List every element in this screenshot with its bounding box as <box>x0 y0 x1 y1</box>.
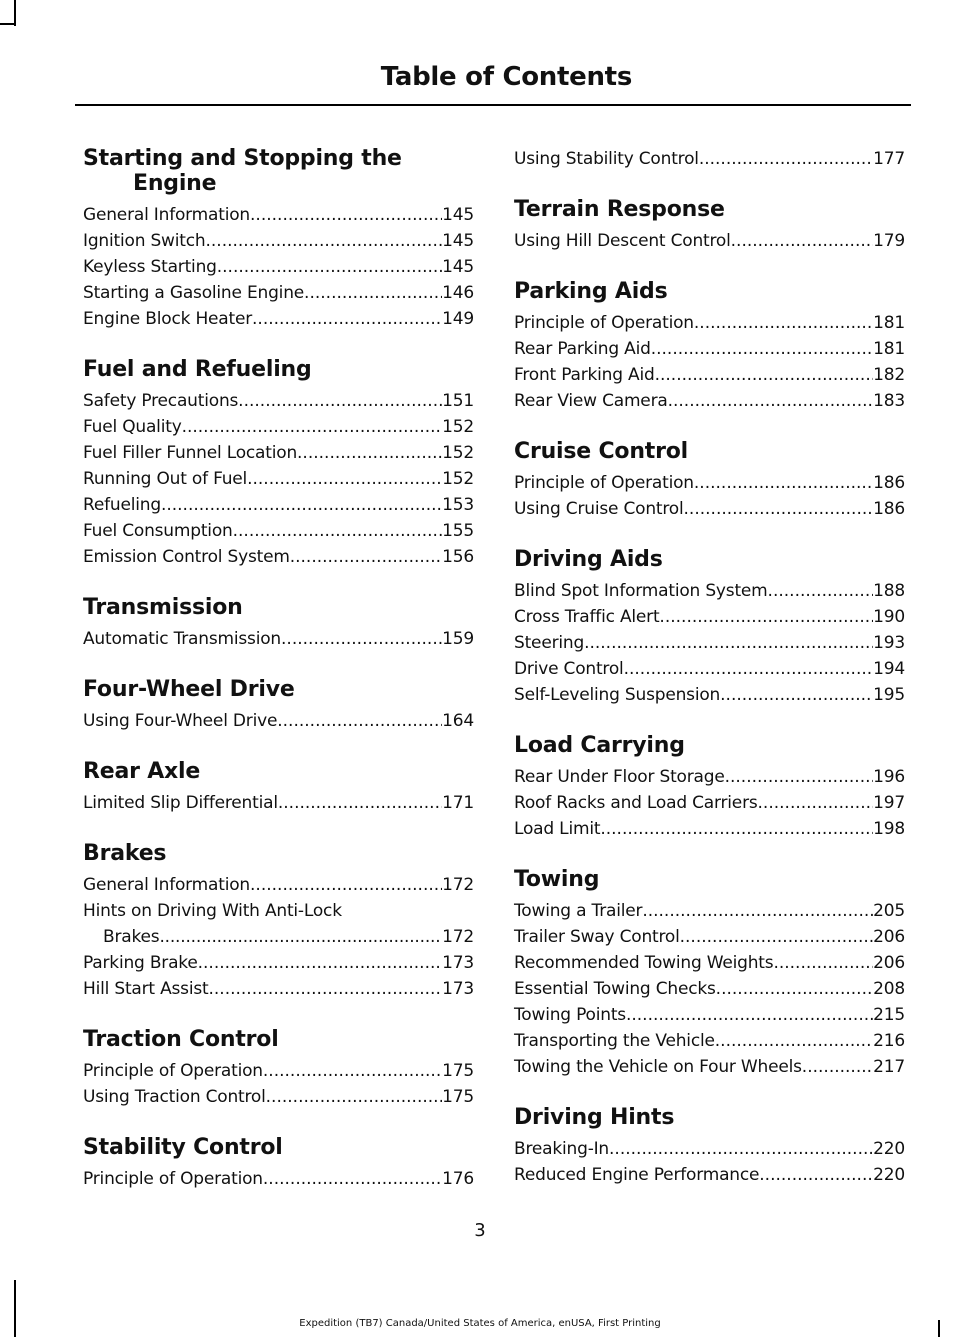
toc-section <box>83 1135 474 1192</box>
toc-entry[interactable] <box>83 492 474 518</box>
toc-entry[interactable] <box>83 280 474 306</box>
entry-title: Transporting the Vehicle <box>514 1031 715 1051</box>
toc-entry[interactable] <box>514 656 905 682</box>
dot-leader <box>247 466 442 492</box>
toc-entry[interactable] <box>514 1054 905 1080</box>
toc-entry[interactable] <box>83 440 474 466</box>
entry-page-number: 205 <box>873 901 905 921</box>
entry-page-number: 216 <box>873 1031 905 1051</box>
dot-leader <box>159 924 442 950</box>
entry-title: Rear Under Floor Storage <box>514 767 725 787</box>
dot-leader <box>694 470 873 496</box>
entry-page-number: 220 <box>873 1139 905 1159</box>
section-heading: Fuel and Refueling <box>83 357 312 382</box>
entry-page-number: 195 <box>873 685 905 705</box>
entry-page-number: 152 <box>442 469 474 489</box>
entry-title: Parking Brake <box>83 953 198 973</box>
toc-entry[interactable] <box>514 470 905 496</box>
section-heading: Brakes <box>83 841 167 866</box>
toc-entry[interactable] <box>83 1084 474 1110</box>
section-heading: Towing <box>514 867 600 892</box>
section-heading: Load Carrying <box>514 733 685 758</box>
toc-section <box>83 1027 474 1110</box>
toc-entry[interactable] <box>83 544 474 570</box>
entry-page-number: 188 <box>873 581 905 601</box>
dot-leader <box>759 1162 873 1188</box>
toc-entry[interactable] <box>514 496 905 522</box>
entry-page-number: 172 <box>442 927 474 947</box>
entry-title: Trailer Sway Control <box>514 927 680 947</box>
entry-page-number: 175 <box>442 1061 474 1081</box>
entry-title: Steering <box>514 633 585 653</box>
entry-title: Safety Precautions <box>83 391 239 411</box>
toc-entry[interactable] <box>83 708 474 734</box>
dot-leader <box>252 306 442 332</box>
dot-leader <box>725 764 874 790</box>
toc-section <box>514 547 905 708</box>
entry-title: Towing the Vehicle on Four Wheels <box>514 1057 802 1077</box>
toc-section <box>514 279 905 414</box>
entry-title: General Information <box>83 875 251 895</box>
dot-leader <box>161 492 442 518</box>
dot-leader <box>266 1084 442 1110</box>
entry-title: Ignition Switch <box>83 231 206 251</box>
entry-title: Fuel Consumption <box>83 521 233 541</box>
entry-title: Hints on Driving With Anti-Lock <box>83 901 342 921</box>
dot-leader <box>680 924 874 950</box>
entry-page-number: 164 <box>442 711 474 731</box>
section-heading: Cruise Control <box>514 439 689 464</box>
dot-leader <box>668 388 874 414</box>
entry-page-number: 198 <box>873 819 905 839</box>
dot-leader <box>699 146 873 172</box>
toc-section <box>514 439 905 522</box>
toc-section <box>83 595 474 652</box>
toc-entry[interactable] <box>83 950 474 976</box>
section-heading: Transmission <box>83 595 243 620</box>
dot-leader <box>304 280 442 306</box>
entry-page-number: 220 <box>873 1165 905 1185</box>
entry-title: Blind Spot Information System <box>514 581 768 601</box>
dot-leader <box>600 816 873 842</box>
dot-leader <box>626 1002 873 1028</box>
page-number: 3 <box>474 1220 486 1241</box>
entry-title: Using Cruise Control <box>514 499 684 519</box>
entry-title: Keyless Starting <box>83 257 217 277</box>
entry-title: Principle of Operation <box>514 313 694 333</box>
entry-title: Front Parking Aid <box>514 365 655 385</box>
dot-leader <box>731 228 873 254</box>
entry-title: Automatic Transmission <box>83 629 282 649</box>
entry-page-number: 176 <box>442 1169 474 1189</box>
dot-leader <box>290 544 442 570</box>
toc-entry[interactable] <box>83 466 474 492</box>
entry-title: Recommended Towing Weights <box>514 953 774 973</box>
entry-page-number: 182 <box>873 365 905 385</box>
toc-entry[interactable] <box>83 414 474 440</box>
dot-leader <box>715 1028 873 1054</box>
section-heading: Stability Control <box>83 1135 283 1160</box>
header-divider <box>75 104 911 106</box>
dot-leader <box>655 362 874 388</box>
entry-page-number: 215 <box>873 1005 905 1025</box>
toc-entry[interactable] <box>83 254 474 280</box>
toc-entry[interactable] <box>514 1002 905 1028</box>
toc-section <box>83 146 474 332</box>
dot-leader <box>720 682 873 708</box>
section-heading: Four-Wheel Drive <box>83 677 295 702</box>
toc-entry[interactable] <box>514 764 905 790</box>
toc-left-column <box>83 146 474 1217</box>
toc-entry[interactable] <box>83 388 474 414</box>
entry-page-number: 208 <box>873 979 905 999</box>
toc-section <box>83 677 474 734</box>
toc-section <box>83 759 474 816</box>
entry-page-number: 193 <box>873 633 905 653</box>
entry-title: Towing a Trailer <box>514 901 643 921</box>
dot-leader <box>716 976 873 1002</box>
toc-entry[interactable] <box>83 626 474 652</box>
toc-entry[interactable] <box>83 872 474 898</box>
toc-entry[interactable] <box>514 1028 905 1054</box>
entry-page-number: 181 <box>873 313 905 333</box>
section-heading: Rear Axle <box>83 759 201 784</box>
toc-entry[interactable] <box>83 976 474 1002</box>
toc-entry[interactable] <box>514 146 905 172</box>
entry-title: Refueling <box>83 495 161 515</box>
entry-page-number: 145 <box>442 205 474 225</box>
section-heading: Driving Hints <box>514 1105 675 1130</box>
toc-entry[interactable] <box>514 898 905 924</box>
entry-page-number: 156 <box>442 547 474 567</box>
dot-leader <box>773 950 873 976</box>
dot-leader <box>250 202 442 228</box>
footer-edition: Expedition (TB7) Canada/United States of America, enUSA, First Printing <box>299 1318 661 1329</box>
entry-title: Roof Racks and Load Carriers <box>514 793 758 813</box>
page-title: Table of Contents <box>380 62 632 92</box>
toc-entry[interactable] <box>514 950 905 976</box>
dot-leader <box>624 656 874 682</box>
entry-page-number: 179 <box>873 231 905 251</box>
dot-leader <box>694 310 873 336</box>
entry-page-number: 217 <box>873 1057 905 1077</box>
dot-leader <box>802 1054 873 1080</box>
dot-leader <box>659 604 873 630</box>
entry-page-number: 153 <box>442 495 474 515</box>
entry-title: Principle of Operation <box>514 473 694 493</box>
entry-title: Towing Points <box>514 1005 626 1025</box>
toc-entry[interactable] <box>83 306 474 332</box>
entry-page-number: 190 <box>873 607 905 627</box>
toc-section <box>83 841 474 1002</box>
dot-leader <box>584 630 873 656</box>
entry-title: Self-Leveling Suspension <box>514 685 721 705</box>
entry-title: Cross Traffic Alert <box>514 607 660 627</box>
entry-title: Rear Parking Aid <box>514 339 651 359</box>
entry-page-number: 186 <box>873 473 905 493</box>
entry-page-number: 186 <box>873 499 905 519</box>
entry-page-number: 173 <box>442 953 474 973</box>
toc-section <box>514 1105 905 1188</box>
toc-entry[interactable] <box>514 310 905 336</box>
entry-title: Running Out of Fuel <box>83 469 248 489</box>
dot-leader <box>198 950 443 976</box>
dot-leader <box>281 626 442 652</box>
toc-entry[interactable] <box>514 336 905 362</box>
dot-leader <box>768 578 874 604</box>
dot-leader <box>205 228 442 254</box>
entry-page-number: 172 <box>442 875 474 895</box>
entry-page-number: 194 <box>873 659 905 679</box>
crop-mark <box>0 23 16 25</box>
toc-entry[interactable] <box>514 682 905 708</box>
toc-entry[interactable] <box>514 388 905 414</box>
entry-page-number: 146 <box>442 283 474 303</box>
dot-leader <box>208 976 442 1002</box>
toc-entry[interactable] <box>514 976 905 1002</box>
entry-title: Essential Towing Checks <box>514 979 716 999</box>
dot-leader <box>297 440 442 466</box>
entry-title: Using Four-Wheel Drive <box>83 711 278 731</box>
entry-title: Using Traction Control <box>83 1087 266 1107</box>
entry-page-number: 145 <box>442 257 474 277</box>
toc-section <box>514 146 905 172</box>
entry-page-number: 206 <box>873 927 905 947</box>
toc-entry[interactable] <box>514 816 905 842</box>
dot-leader <box>684 496 874 522</box>
toc-entry[interactable] <box>83 228 474 254</box>
entry-page-number: 206 <box>873 953 905 973</box>
entry-title: Emission Control System <box>83 547 290 567</box>
toc-entry[interactable] <box>83 202 474 228</box>
toc-entry[interactable] <box>83 898 474 950</box>
entry-page-number: 175 <box>442 1087 474 1107</box>
section-heading: Parking Aids <box>514 279 668 304</box>
entry-page-number: 159 <box>442 629 474 649</box>
section-heading: Starting and Stopping the Engine <box>83 146 402 196</box>
toc-entry[interactable] <box>83 790 474 816</box>
dot-leader <box>651 336 873 362</box>
entry-page-number: 197 <box>873 793 905 813</box>
entry-title-continued: Brakes <box>103 927 160 947</box>
entry-title: Starting a Gasoline Engine <box>83 283 305 303</box>
entry-title: Fuel Quality <box>83 417 182 437</box>
entry-page-number: 152 <box>442 417 474 437</box>
toc-entry[interactable] <box>514 228 905 254</box>
entry-page-number: 152 <box>442 443 474 463</box>
dot-leader <box>250 872 442 898</box>
entry-title: Reduced Engine Performance <box>514 1165 760 1185</box>
section-heading: Traction Control <box>83 1027 279 1052</box>
entry-page-number: 173 <box>442 979 474 999</box>
entry-title: Using Stability Control <box>514 149 699 169</box>
entry-page-number: 155 <box>442 521 474 541</box>
toc-entry[interactable] <box>514 630 905 656</box>
entry-title: Fuel Filler Funnel Location <box>83 443 298 463</box>
toc-entry[interactable] <box>514 604 905 630</box>
dot-leader <box>217 254 442 280</box>
toc-section <box>514 197 905 254</box>
toc-entry[interactable] <box>514 362 905 388</box>
entry-title: Rear View Camera <box>514 391 668 411</box>
entry-page-number: 171 <box>442 793 474 813</box>
dot-leader <box>238 388 442 414</box>
entry-page-number: 151 <box>442 391 474 411</box>
toc-section <box>514 867 905 1080</box>
entry-title: Engine Block Heater <box>83 309 253 329</box>
toc-entry[interactable] <box>514 1162 905 1188</box>
toc-right-column <box>514 146 905 1213</box>
dot-leader <box>278 790 442 816</box>
dot-leader <box>642 898 873 924</box>
dot-leader <box>182 414 443 440</box>
toc-entry[interactable] <box>83 518 474 544</box>
dot-leader <box>263 1058 442 1084</box>
toc-entry[interactable] <box>83 1058 474 1084</box>
entry-page-number: 196 <box>873 767 905 787</box>
toc-section <box>83 357 474 570</box>
toc-entry[interactable] <box>514 790 905 816</box>
entry-title: General Information <box>83 205 251 225</box>
toc-section <box>514 733 905 842</box>
dot-leader <box>233 518 443 544</box>
entry-title: Using Hill Descent Control <box>514 231 731 251</box>
entry-title: Breaking-In <box>514 1139 610 1159</box>
section-heading: Terrain Response <box>514 197 725 222</box>
entry-page-number: 149 <box>442 309 474 329</box>
toc-entry[interactable] <box>83 1166 474 1192</box>
section-heading: Driving Aids <box>514 547 663 572</box>
dot-leader <box>758 790 874 816</box>
entry-title: Principle of Operation <box>83 1169 263 1189</box>
dot-leader <box>263 1166 442 1192</box>
toc-entry[interactable] <box>514 1136 905 1162</box>
dot-leader <box>277 708 442 734</box>
entry-title: Load Limit <box>514 819 601 839</box>
dot-leader <box>609 1136 873 1162</box>
entry-page-number: 145 <box>442 231 474 251</box>
entry-title: Limited Slip Differential <box>83 793 278 813</box>
toc-entry[interactable] <box>514 578 905 604</box>
toc-entry[interactable] <box>514 924 905 950</box>
entry-page-number: 177 <box>873 149 905 169</box>
entry-title: Principle of Operation <box>83 1061 263 1081</box>
entry-title: Drive Control <box>514 659 624 679</box>
entry-title: Hill Start Assist <box>83 979 209 999</box>
entry-page-number: 181 <box>873 339 905 359</box>
entry-page-number: 183 <box>873 391 905 411</box>
